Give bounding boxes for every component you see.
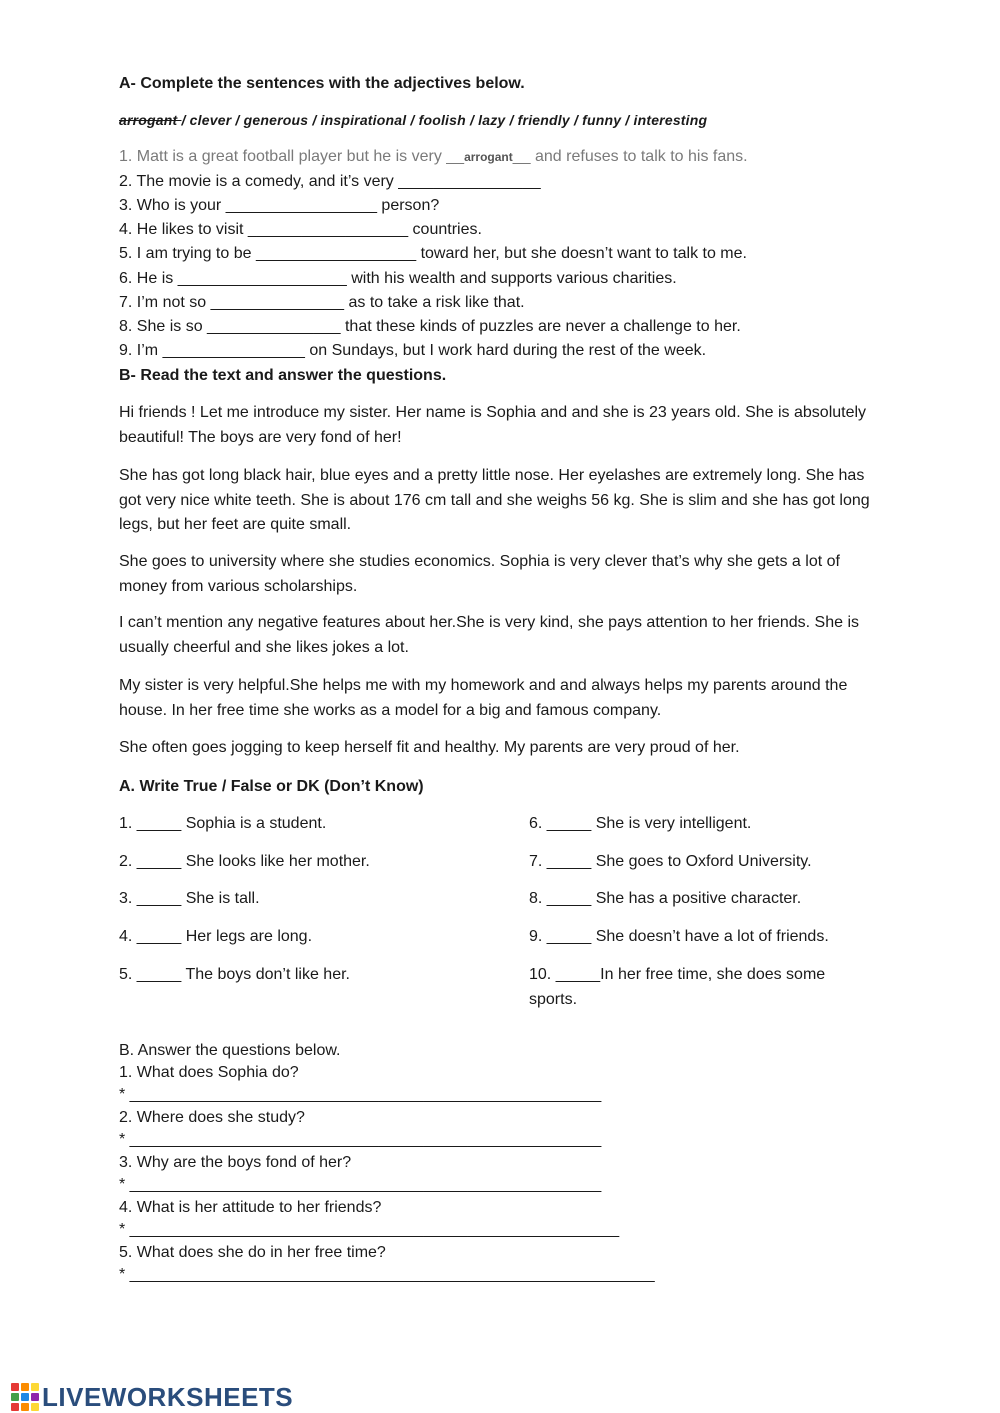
sentence-5[interactable]: 5. I am trying to be __________________ toward her, but she doesn’t want to talk to me.	[119, 245, 747, 262]
example-text-end: __ and refuses to talk to his fans.	[512, 148, 748, 165]
sentence-9[interactable]: 9. I’m ________________ on Sundays, but I work hard during the rest of the week.	[119, 342, 707, 359]
section-a-title: A- Complete the sentences with the adjectives below.	[119, 75, 525, 92]
answer-line-4[interactable]: * _______________________________________________________	[119, 1221, 620, 1238]
tf-item-9[interactable]: 9. _____ She doesn’t have a lot of friends.	[529, 928, 829, 945]
tf-item-5[interactable]: 5. _____ The boys don’t like her.	[119, 966, 350, 983]
tf-item-4[interactable]: 4. _____ Her legs are long.	[119, 928, 313, 945]
paragraph-6: She often goes jogging to keep herself fit and healthy. My parents are very proud of her.	[119, 739, 740, 756]
paragraph-2: She has got long black hair, blue eyes and a pretty little nose. Her eyelashes are extremely long. She has got very nice white teeth. She is about 176 cm tall and she weighs 56 kg. She is slim and she has got long legs, but her feet are quite small.	[119, 467, 870, 533]
paragraph-3: She goes to university where she studies economics. Sophia is very clever that’s why she gets a lot of money from various scholarships.	[119, 553, 840, 595]
tf-item-1[interactable]: 1. _____ Sophia is a student.	[119, 815, 327, 832]
example-text-start: Matt is a great football player but he is very __	[136, 148, 465, 165]
example-number: 1.	[119, 148, 133, 165]
question-3: 3. Why are the boys fond of her?	[119, 1154, 352, 1171]
question-2: 2. Where does she study?	[119, 1109, 305, 1126]
logo-blocks-icon	[10, 1382, 40, 1412]
answer-line-1[interactable]: * _____________________________________________________	[119, 1086, 602, 1103]
sentence-7[interactable]: 7. I’m not so _______________ as to take a risk like that.	[119, 294, 525, 311]
tf-item-2[interactable]: 2. _____ She looks like her mother.	[119, 853, 370, 870]
tf-item-3[interactable]: 3. _____ She is tall.	[119, 890, 260, 907]
sentence-4[interactable]: 4. He likes to visit __________________ countries.	[119, 221, 482, 238]
tf-item-7[interactable]: 7. _____ She goes to Oxford University.	[529, 853, 812, 870]
paragraph-1: Hi friends ! Let me introduce my sister. Her name is Sophia and and she is 23 years old. She is absolutely beautiful! The boys are very fond of her!	[119, 404, 867, 446]
question-1: 1. What does Sophia do?	[119, 1064, 299, 1081]
tf-item-10-continued: sports.	[529, 991, 578, 1008]
section-b-title: B- Read the text and answer the questions.	[119, 367, 447, 384]
sentence-3[interactable]: 3. Who is your _________________ person?	[119, 197, 440, 214]
question-5: 5. What does she do in her free time?	[119, 1244, 386, 1261]
sentence-2[interactable]: 2. The movie is a comedy, and it’s very ________________	[119, 173, 541, 190]
example-answer: arrogant	[464, 150, 513, 164]
true-false-title: A. Write True / False or DK (Don’t Know)	[119, 778, 424, 795]
question-4: 4. What is her attitude to her friends?	[119, 1199, 382, 1216]
answer-line-2[interactable]: * _____________________________________________________	[119, 1131, 602, 1148]
word-bank	[119, 112, 707, 128]
sentence-8[interactable]: 8. She is so _______________ that these kinds of puzzles are never a challenge to her.	[119, 318, 741, 335]
tf-item-6[interactable]: 6. _____ She is very intelligent.	[529, 815, 752, 832]
logo-text: LIVEWORKSHEETS	[42, 1382, 294, 1412]
word-bank-crossed: arrogant	[119, 112, 182, 128]
tf-item-10[interactable]: 10. _____In her free time, she does some	[529, 966, 826, 983]
paragraph-5: My sister is very helpful.She helps me with my homework and and always helps my parents around the house. In her free time she works as a model for a big and famous company.	[119, 677, 848, 719]
questions-title: B. Answer the questions below.	[119, 1042, 341, 1059]
sentence-6[interactable]: 6. He is ___________________ with his wealth and supports various charities.	[119, 270, 677, 287]
tf-item-8[interactable]: 8. _____ She has a positive character.	[529, 890, 802, 907]
answer-line-3[interactable]: * _____________________________________________________	[119, 1176, 602, 1193]
answer-line-5[interactable]: * ___________________________________________________________	[119, 1266, 655, 1283]
paragraph-4: I can’t mention any negative features about her.She is very kind, she pays attention to her friends. She is usually cheerful and she likes jokes a lot.	[119, 614, 859, 656]
word-bank-words: / clever / generous / inspirational / foolish / lazy / friendly / funny / interesting	[181, 112, 708, 128]
example-sentence	[119, 147, 748, 167]
